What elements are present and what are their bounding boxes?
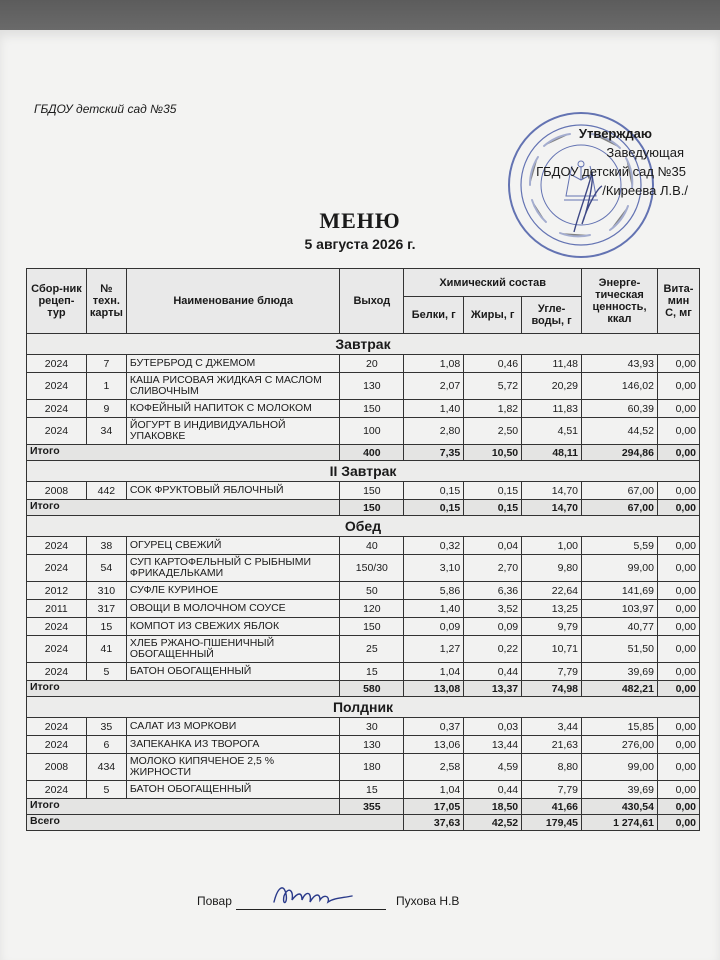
subtotal-vitamin: 0,00 (657, 681, 699, 697)
subtotal-energy: 482,21 (582, 681, 658, 697)
table-row (27, 418, 700, 445)
cell-vitamin: 0,00 (657, 754, 699, 781)
subtotal-label: Итого (27, 500, 340, 516)
cell-dish: ОГУРЕЦ СВЕЖИЙ (126, 537, 340, 555)
cell-card: 38 (86, 537, 126, 555)
cell-carbs: 20,29 (522, 373, 582, 400)
subtotal-carbs: 74,98 (522, 681, 582, 697)
cell-protein: 2,58 (404, 754, 464, 781)
cell-card: 7 (86, 355, 126, 373)
cell-vitamin: 0,00 (657, 663, 699, 681)
cell-fat: 2,50 (464, 418, 522, 445)
cell-fat: 2,70 (464, 555, 522, 582)
subtotal-fat: 0,15 (464, 500, 522, 516)
subtotal-protein: 17,05 (404, 799, 464, 815)
cell-card: 41 (86, 636, 126, 663)
cell-fat: 0,03 (464, 718, 522, 736)
section-header-row (27, 516, 700, 537)
cell-card: 5 (86, 663, 126, 681)
cell-output: 130 (340, 736, 404, 754)
grand-total-protein: 37,63 (404, 815, 464, 831)
cell-carbs: 13,25 (522, 600, 582, 618)
section-header-row (27, 697, 700, 718)
cell-collection: 2024 (27, 400, 87, 418)
subtotal-fat: 13,37 (464, 681, 522, 697)
cell-card: 1 (86, 373, 126, 400)
table-row (27, 555, 700, 582)
cell-fat: 4,59 (464, 754, 522, 781)
cell-collection: 2024 (27, 537, 87, 555)
subtotal-output: 580 (340, 681, 404, 697)
cell-vitamin: 0,00 (657, 781, 699, 799)
cell-fat: 0,44 (464, 781, 522, 799)
section-title: Завтрак (27, 334, 700, 355)
cell-card: 54 (86, 555, 126, 582)
cell-protein: 13,06 (404, 736, 464, 754)
table-row (27, 600, 700, 618)
cell-vitamin: 0,00 (657, 718, 699, 736)
cell-carbs: 14,70 (522, 482, 582, 500)
cook-name: Пухова Н.В (396, 894, 460, 908)
subtotal-label: Итого (27, 445, 340, 461)
cell-energy: 146,02 (582, 373, 658, 400)
cell-energy: 15,85 (582, 718, 658, 736)
cell-output: 150/30 (340, 555, 404, 582)
approve-label: Утверждаю (578, 126, 652, 141)
cell-protein: 5,86 (404, 582, 464, 600)
grand-total-label: Всего (27, 815, 404, 831)
table-row (27, 537, 700, 555)
col-output: Выход (340, 269, 404, 334)
cell-collection: 2024 (27, 355, 87, 373)
cell-collection: 2011 (27, 600, 87, 618)
cell-dish: СУФЛЕ КУРИНОЕ (126, 582, 340, 600)
cell-dish: БУТЕРБРОД С ДЖЕМОМ (126, 355, 340, 373)
cell-dish: КОМПОТ ИЗ СВЕЖИХ ЯБЛОК (126, 618, 340, 636)
menu-date: 5 августа 2026 г. (304, 236, 416, 252)
cell-energy: 51,50 (582, 636, 658, 663)
cell-card: 9 (86, 400, 126, 418)
cell-protein: 3,10 (404, 555, 464, 582)
subtotal-row (27, 445, 700, 461)
cell-dish: СОК ФРУКТОВЫЙ ЯБЛОЧНЫЙ (126, 482, 340, 500)
section-title: Полдник (27, 697, 700, 718)
cell-output: 180 (340, 754, 404, 781)
cell-vitamin: 0,00 (657, 482, 699, 500)
cell-card: 5 (86, 781, 126, 799)
approver-position: Заведующая (606, 145, 684, 160)
cell-protein: 2,80 (404, 418, 464, 445)
cell-dish: ОВОЩИ В МОЛОЧНОМ СОУСЕ (126, 600, 340, 618)
section-header-row (27, 334, 700, 355)
cell-protein: 0,32 (404, 537, 464, 555)
cell-fat: 1,82 (464, 400, 522, 418)
cell-carbs: 8,80 (522, 754, 582, 781)
subtotal-fat: 10,50 (464, 445, 522, 461)
subtotal-output: 400 (340, 445, 404, 461)
cell-card: 6 (86, 736, 126, 754)
cell-protein: 0,37 (404, 718, 464, 736)
subtotal-vitamin: 0,00 (657, 500, 699, 516)
grand-total-vitamin: 0,00 (657, 815, 699, 831)
table-row (27, 618, 700, 636)
cell-vitamin: 0,00 (657, 600, 699, 618)
cell-vitamin: 0,00 (657, 537, 699, 555)
subtotal-label: Итого (27, 799, 340, 815)
subtotal-vitamin: 0,00 (657, 445, 699, 461)
cell-output: 150 (340, 400, 404, 418)
cell-dish: КАША РИСОВАЯ ЖИДКАЯ С МАСЛОМ СЛИВОЧНЫМ (126, 373, 340, 400)
subtotal-vitamin: 0,00 (657, 799, 699, 815)
cell-card: 442 (86, 482, 126, 500)
cell-protein: 1,08 (404, 355, 464, 373)
cell-output: 15 (340, 781, 404, 799)
cell-collection: 2008 (27, 754, 87, 781)
cell-carbs: 10,71 (522, 636, 582, 663)
cell-vitamin: 0,00 (657, 636, 699, 663)
cell-card: 434 (86, 754, 126, 781)
cell-fat: 5,72 (464, 373, 522, 400)
cell-fat: 0,22 (464, 636, 522, 663)
subtotal-fat: 18,50 (464, 799, 522, 815)
subtotal-row (27, 500, 700, 516)
table-row (27, 718, 700, 736)
cell-collection: 2024 (27, 555, 87, 582)
cell-fat: 13,44 (464, 736, 522, 754)
table-row (27, 781, 700, 799)
cell-output: 30 (340, 718, 404, 736)
menu-table (26, 268, 700, 831)
cell-protein: 1,04 (404, 781, 464, 799)
subtotal-protein: 7,35 (404, 445, 464, 461)
cell-dish: ЗАПЕКАНКА ИЗ ТВОРОГА (126, 736, 340, 754)
cell-output: 25 (340, 636, 404, 663)
grand-total-row (27, 815, 700, 831)
col-energy: Энерге-тическая ценность, ккал (582, 269, 658, 334)
cell-carbs: 21,63 (522, 736, 582, 754)
cell-card: 35 (86, 718, 126, 736)
cell-output: 15 (340, 663, 404, 681)
cell-carbs: 11,48 (522, 355, 582, 373)
cell-vitamin: 0,00 (657, 355, 699, 373)
col-fat: Жиры, г (464, 297, 522, 334)
grand-total-energy: 1 274,61 (582, 815, 658, 831)
grand-total-carbs: 179,45 (522, 815, 582, 831)
cell-energy: 99,00 (582, 754, 658, 781)
cell-energy: 39,69 (582, 663, 658, 681)
cell-output: 130 (340, 373, 404, 400)
cell-collection: 2024 (27, 781, 87, 799)
cell-dish: ЙОГУРТ В ИНДИВИДУАЛЬНОЙ УПАКОВКЕ (126, 418, 340, 445)
table-row (27, 636, 700, 663)
grand-total-fat: 42,52 (464, 815, 522, 831)
cell-collection: 2024 (27, 718, 87, 736)
cell-output: 20 (340, 355, 404, 373)
cell-fat: 3,52 (464, 600, 522, 618)
cell-fat: 0,04 (464, 537, 522, 555)
cell-card: 310 (86, 582, 126, 600)
subtotal-row (27, 681, 700, 697)
cook-label: Повар (197, 894, 232, 908)
cell-collection: 2024 (27, 418, 87, 445)
cell-protein: 2,07 (404, 373, 464, 400)
section-title: II Завтрак (27, 461, 700, 482)
cell-carbs: 11,83 (522, 400, 582, 418)
section-title: Обед (27, 516, 700, 537)
col-protein: Белки, г (404, 297, 464, 334)
col-dish: Наименование блюда (126, 269, 340, 334)
cell-energy: 141,69 (582, 582, 658, 600)
cell-dish: БАТОН ОБОГАЩЕННЫЙ (126, 781, 340, 799)
cell-protein: 1,40 (404, 600, 464, 618)
cell-collection: 2024 (27, 618, 87, 636)
page-title: МЕНЮ (319, 208, 401, 233)
cell-carbs: 9,79 (522, 618, 582, 636)
cell-output: 150 (340, 618, 404, 636)
cell-fat: 6,36 (464, 582, 522, 600)
table-row (27, 754, 700, 781)
cell-energy: 99,00 (582, 555, 658, 582)
section-header-row (27, 461, 700, 482)
subtotal-carbs: 14,70 (522, 500, 582, 516)
cell-card: 34 (86, 418, 126, 445)
cell-dish: БАТОН ОБОГАЩЕННЫЙ (126, 663, 340, 681)
cell-collection: 2024 (27, 736, 87, 754)
col-card: № техн. карты (86, 269, 126, 334)
table-row (27, 736, 700, 754)
cell-energy: 103,97 (582, 600, 658, 618)
subtotal-energy: 67,00 (582, 500, 658, 516)
cell-collection: 2024 (27, 636, 87, 663)
table-row (27, 482, 700, 500)
cook-handwritten-signature (268, 880, 358, 912)
table-row (27, 663, 700, 681)
cell-protein: 0,09 (404, 618, 464, 636)
col-vitamin: Вита-мин С, мг (657, 269, 699, 334)
cell-dish: ХЛЕБ РЖАНО-ПШЕНИЧНЫЙ ОБОГАЩЕННЫЙ (126, 636, 340, 663)
cell-collection: 2012 (27, 582, 87, 600)
cell-output: 40 (340, 537, 404, 555)
cell-energy: 67,00 (582, 482, 658, 500)
organization-name: ГБДОУ детский сад №35 (34, 102, 177, 116)
subtotal-output: 150 (340, 500, 404, 516)
cell-energy: 276,00 (582, 736, 658, 754)
subtotal-protein: 13,08 (404, 681, 464, 697)
table-row (27, 582, 700, 600)
col-carbs: Угле-воды, г (522, 297, 582, 334)
cell-collection: 2024 (27, 373, 87, 400)
cell-dish: КОФЕЙНЫЙ НАПИТОК С МОЛОКОМ (126, 400, 340, 418)
col-chem: Химический состав (404, 269, 582, 297)
cell-carbs: 9,80 (522, 555, 582, 582)
cell-protein: 1,04 (404, 663, 464, 681)
cell-carbs: 22,64 (522, 582, 582, 600)
cell-output: 150 (340, 482, 404, 500)
cell-carbs: 1,00 (522, 537, 582, 555)
cell-vitamin: 0,00 (657, 736, 699, 754)
subtotal-row (27, 799, 700, 815)
cell-fat: 0,15 (464, 482, 522, 500)
cell-output: 100 (340, 418, 404, 445)
cell-energy: 39,69 (582, 781, 658, 799)
cell-energy: 40,77 (582, 618, 658, 636)
cell-fat: 0,44 (464, 663, 522, 681)
subtotal-label: Итого (27, 681, 340, 697)
subtotal-output: 355 (340, 799, 404, 815)
cell-card: 15 (86, 618, 126, 636)
cell-protein: 0,15 (404, 482, 464, 500)
cell-dish: МОЛОКО КИПЯЧЕНОЕ 2,5 % ЖИРНОСТИ (126, 754, 340, 781)
approver-org: ГБДОУ детский сад №35 (536, 164, 686, 179)
approval-block (440, 124, 700, 200)
cell-vitamin: 0,00 (657, 418, 699, 445)
subtotal-protein: 0,15 (404, 500, 464, 516)
table-row (27, 373, 700, 400)
cell-energy: 44,52 (582, 418, 658, 445)
cell-dish: СУП КАРТОФЕЛЬНЫЙ С РЫБНЫМИ ФРИКАДЕЛЬКАМИ (126, 555, 340, 582)
table-row (27, 355, 700, 373)
cell-carbs: 3,44 (522, 718, 582, 736)
cell-vitamin: 0,00 (657, 582, 699, 600)
cell-energy: 60,39 (582, 400, 658, 418)
cell-card: 317 (86, 600, 126, 618)
cell-fat: 0,46 (464, 355, 522, 373)
cell-vitamin: 0,00 (657, 400, 699, 418)
cell-energy: 5,59 (582, 537, 658, 555)
subtotal-carbs: 48,11 (522, 445, 582, 461)
cell-protein: 1,40 (404, 400, 464, 418)
cell-collection: 2024 (27, 663, 87, 681)
col-collection: Сбор-ник рецеп-тур (27, 269, 87, 334)
cell-output: 50 (340, 582, 404, 600)
menu-table-body (27, 334, 700, 831)
cell-energy: 43,93 (582, 355, 658, 373)
subtotal-energy: 430,54 (582, 799, 658, 815)
cell-fat: 0,09 (464, 618, 522, 636)
cell-vitamin: 0,00 (657, 555, 699, 582)
cell-carbs: 4,51 (522, 418, 582, 445)
cell-collection: 2008 (27, 482, 87, 500)
cell-carbs: 7,79 (522, 781, 582, 799)
subtotal-carbs: 41,66 (522, 799, 582, 815)
cell-vitamin: 0,00 (657, 618, 699, 636)
table-row (27, 400, 700, 418)
subtotal-energy: 294,86 (582, 445, 658, 461)
cell-output: 120 (340, 600, 404, 618)
cell-dish: САЛАТ ИЗ МОРКОВИ (126, 718, 340, 736)
cell-protein: 1,27 (404, 636, 464, 663)
cell-vitamin: 0,00 (657, 373, 699, 400)
approver-name: /Киреева Л.В./ (602, 183, 688, 198)
cell-carbs: 7,79 (522, 663, 582, 681)
